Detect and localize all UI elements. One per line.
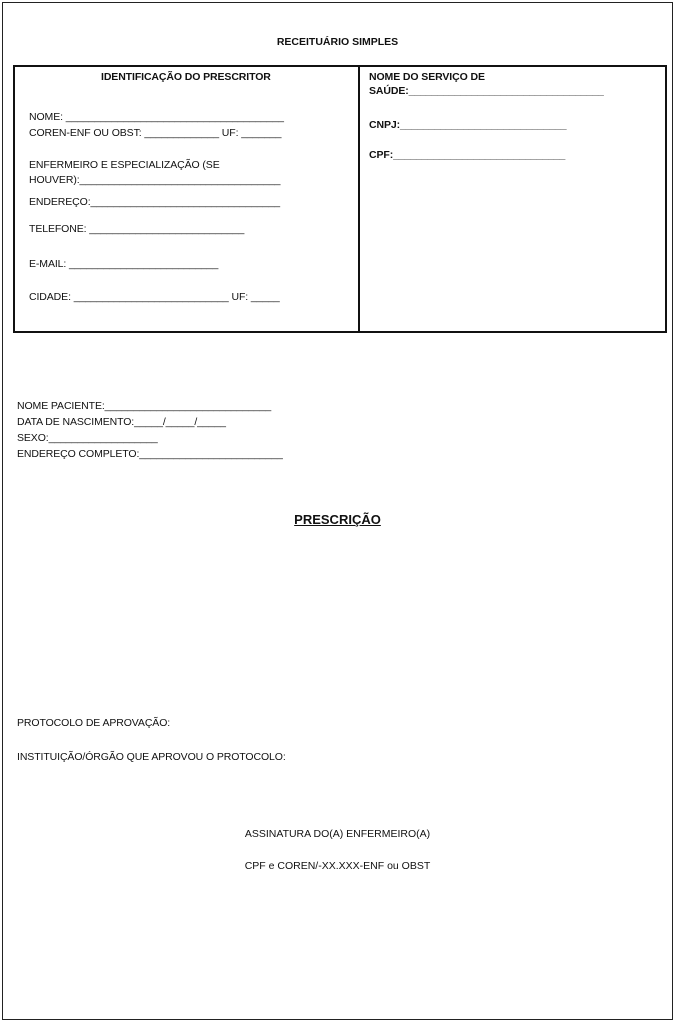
patient-birthdate-field: DATA DE NASCIMENTO:_____/_____/_____ [17, 416, 226, 428]
patient-address-field: ENDEREÇO COMPLETO:_________________________ [17, 448, 283, 460]
prescription-heading: PRESCRIÇÃO [294, 512, 381, 527]
box-divider [358, 67, 360, 331]
cpf-coren-label: CPF e COREN/-XX.XXX-ENF ou OBST [244, 860, 431, 872]
nurse-signature-label: ASSINATURA DO(A) ENFERMEIRO(A) [244, 828, 431, 840]
patient-name-field: NOME PACIENTE:_____________________________ [17, 400, 272, 412]
approval-protocol-label: PROTOCOLO DE APROVAÇÃO: [17, 717, 171, 729]
service-heading-line1: NOME DO SERVIÇO DE [369, 71, 485, 83]
prescriber-city-field: CIDADE: ___________________________ UF: _____ [29, 291, 280, 303]
prescriber-email-field: E-MAIL: __________________________ [29, 258, 219, 270]
service-name-field: SAÚDE:__________________________________ [369, 85, 604, 97]
prescriber-specialization-line2: HOUVER):___________________________________ [29, 174, 281, 186]
prescriber-name-field: NOME: ______________________________________ [29, 111, 284, 123]
prescriber-address-field: ENDEREÇO:_________________________________ [29, 196, 280, 208]
prescription-form-page [2, 2, 673, 1020]
service-cnpj-field: CNPJ:_____________________________ [369, 119, 567, 131]
prescriber-specialization-line1: ENFERMEIRO E ESPECIALIZAÇÃO (SE [29, 159, 220, 171]
prescriber-heading: IDENTIFICAÇÃO DO PRESCRITOR [101, 71, 271, 83]
approving-institution-label: INSTITUIÇÃO/ÓRGÃO QUE APROVOU O PROTOCOLO: [17, 751, 286, 763]
form-title: RECEITUÁRIO SIMPLES [276, 36, 399, 48]
identification-box [13, 65, 667, 333]
prescriber-phone-field: TELEFONE: ___________________________ [29, 223, 245, 235]
prescriber-coren-field: COREN-ENF OU OBST: _____________ UF: _______ [29, 127, 282, 139]
patient-sex-field: SEXO:___________________ [17, 432, 158, 444]
service-cpf-field: CPF:______________________________ [369, 149, 566, 161]
